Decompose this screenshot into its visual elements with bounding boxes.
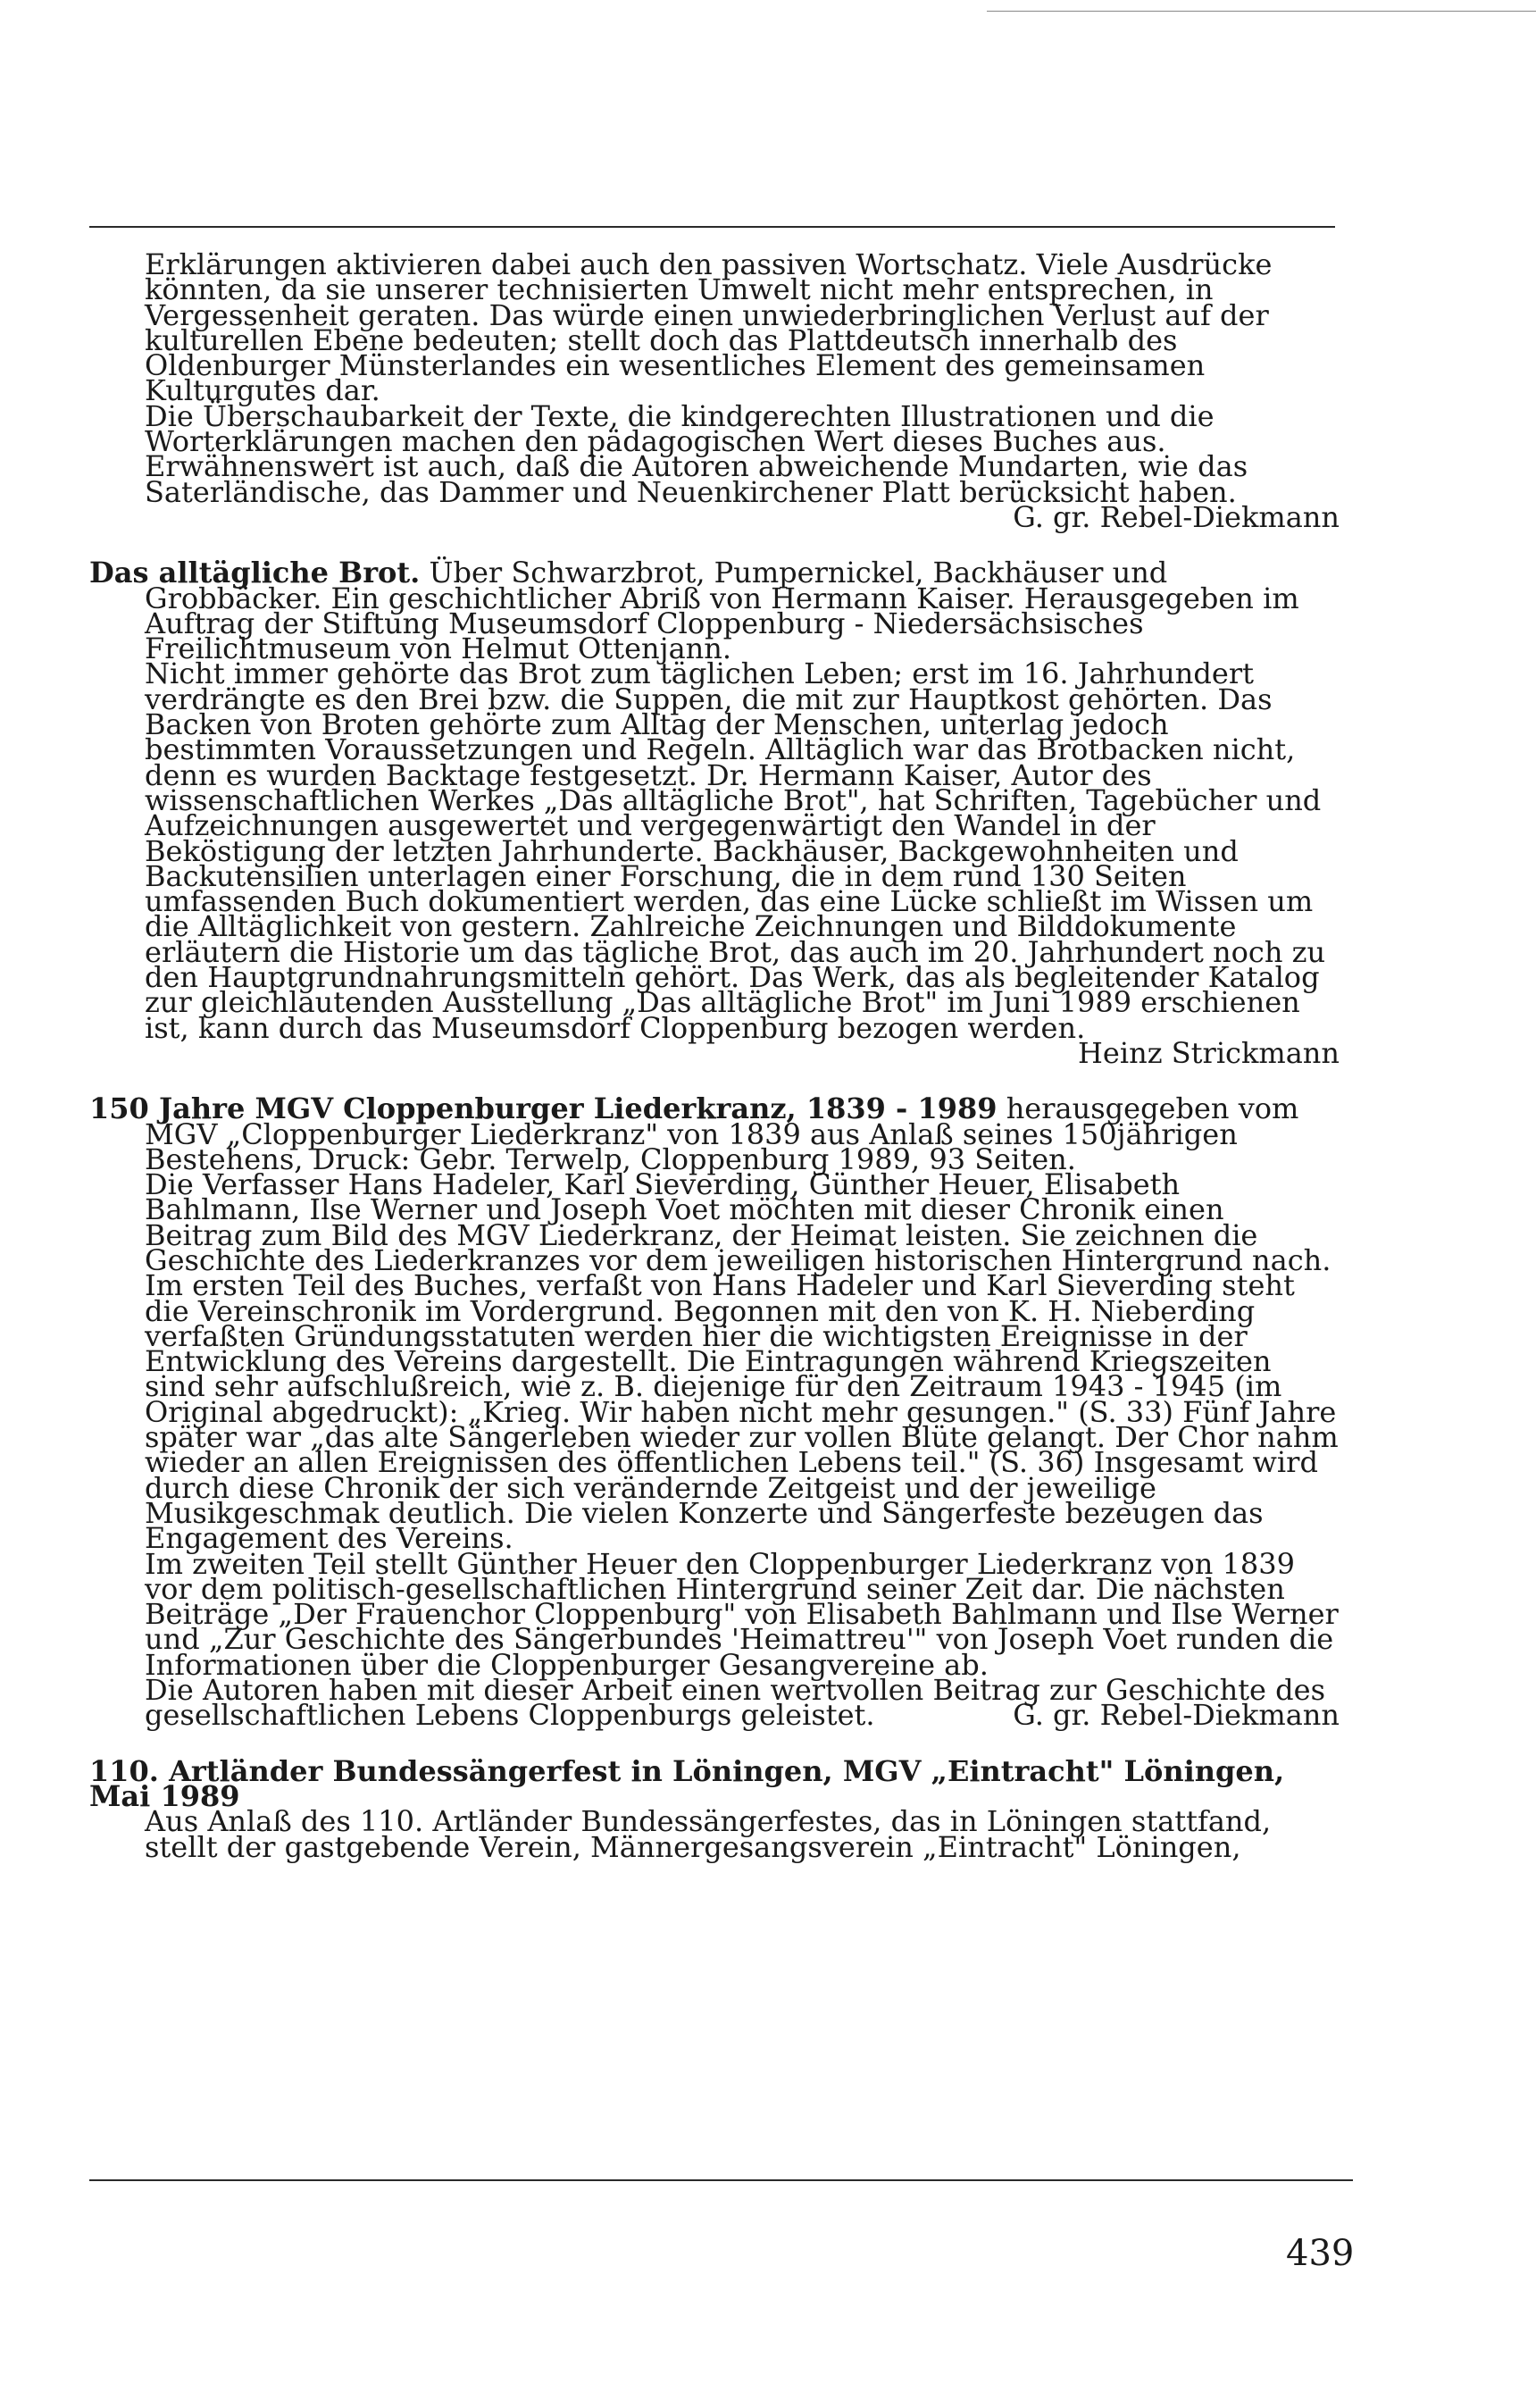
review2-heading: [89, 556, 1340, 666]
review3-signature: G. gr. Rebel-Diekmann: [1013, 1698, 1340, 1733]
review1-paragraph-2: Die Überschaubarkeit der Texte, die kindgerechten Illustrationen und die Worterklärungen machen den pädagogischen Wert dieses Buches aus. Erwähnenswert ist auch, daß die Autoren abweichende Mundarten, wie das Saterländische, das Dammer und Neuenkirchener Platt berücksicht haben.: [145, 398, 1248, 509]
review3-paragraph-3: [89, 1673, 1340, 1733]
review2-body-text: Nicht immer gehörte das Brot zum täglichen Leben; erst im 16. Jahrhundert verdrängte es den Brei bzw. die Suppen, die mit zur Hauptkost gehörten. Das Backen von Broten gehörte zum Alltag der Menschen, unterlag jedoch bestimmten Voraussetzungen und Regeln. Alltäglich war das Brotbacken nicht, denn es wurden Backtage festgesetzt. Dr. Hermann Kaiser, Autor des wissenschaftlichen Werkes „Das alltägliche Brot", hat Schriften, Tagebücher und Aufzeichnungen ausgewertet und vergegenwärtigt den Wandel in der Beköstigung der letzten Jahrhunderte. Backhäuser, Backgewohnheiten und Backutensilien unterlagen einer Forschung, die in dem rund 130 Seiten umfassenden Buch dokumentiert werden, das eine Lücke schließt im Wissen um die Alltäglichkeit von gestern. Zahlreiche Zeichnungen und Bilddokumente erläutern die Historie um das tägliche Brot, das auch im 20. Jahrhundert noch zu den Hauptgrundnahrungsmitteln gehört. Das Werk, das als begleitender Katalog zur gleichlautenden Ausstellung „Das alltägliche Brot" im Juni 1989 erschienen ist, kann durch das Museumsdorf Cloppenburg bezogen werden.: [145, 656, 1326, 1045]
page-number: 439: [1286, 2233, 1355, 2274]
page-content: [89, 247, 1340, 1864]
review3-paragraph-1: Die Verfasser Hans Hadeler, Karl Sieverding, Günther Heuer, Elisabeth Bahlmann, Ilse Werner und Joseph Voet möchten mit dieser Chronik einen Beitrag zum Bild des MGV Liederkranz, der Heimat leisten. Sie zeichnen die Geschichte des Liederkranzes vor dem jeweiligen historischen Hintergrund nach. Im ersten Teil des Buches, verfaßt von Hans Hadeler und Karl Sieverding steht die Vereinschronik im Vordergrund. Begonnen mit den von K. H. Nieberding verfaßten Gründungsstatuten werden hier die wichtigsten Ereignisse in der Entwicklung des Vereins dargestellt. Die Eintragungen während Kriegszeiten sind sehr aufschlußreich, wie z. B. diejenige für den Zeitraum 1943 - 1945 (im Original abgedruckt): „Krieg. Wir haben nicht mehr gesungen." (S. 33) Fünf Jahre später war „das alte Sängerleben wieder zur vollen Blüte gelangt. Der Chor nahm wieder an allen Ereignissen des öffentlichen Lebens teil." (S. 36) Insgesamt wird durch diese Chronik der sich verändernde Zeitgeist und der jeweilige Musikgeschmak deutlich. Die vielen Konzerte und Sängerfeste bezeugen das Engagement des Vereins.: [145, 1167, 1339, 1556]
review2-signature: Heinz Strickmann: [1078, 1035, 1340, 1070]
review3-head: herausgegeben vom MGV „Cloppenburger Liederkranz" von 1839 aus Anlaß seines 150jährigen Bestehens, Druck: Gebr. Terwelp, Cloppenburg 1989, 93 Seiten.: [145, 1091, 1299, 1176]
review2-head: Über Schwarzbrot, Pumpernickel, Backhäuser und Grobbäcker. Ein geschichtlicher Abriß von Hermann Kaiser. Herausgegeben im Auftrag der Stiftung Museumsdorf Cloppenburg - Niedersächsisches Freilichtmuseum von Helmut Ottenjann.: [145, 556, 1299, 666]
top-rule: [89, 226, 1335, 228]
review4-body: Aus Anlaß des 110. Artländer Bundessängerfestes, das in Löningen stattfand, stellt der gastgebende Verein, Männergesangsverein „Eintracht" Löningen,: [145, 1804, 1272, 1864]
review2-body: [89, 656, 1340, 1070]
review3-title: 150 Jahre MGV Cloppenburger Liederkranz, 1839 - 1989: [89, 1091, 998, 1126]
review3-heading: [89, 1091, 1340, 1176]
review1-paragraph-1: Erklärungen aktivieren dabei auch den passiven Wortschatz. Viele Ausdrücke könnten, da sie unserer technisierten Umwelt nicht mehr entsprechen, in Vergessenheit geraten. Das würde einen unwiederbringlichen Verlust auf der kulturellen Ebene bedeuten; stellt doch das Plattdeutsch innerhalb des Oldenburger Münsterlandes ein wesentliches Element des gemeinsamen Kulturgutes dar.: [145, 247, 1273, 408]
review4-title: 110. Artländer Bundessängerfest in Löningen, MGV „Eintracht" Löningen, Mai 1989: [89, 1753, 1285, 1813]
review1-signature: G. gr. Rebel-Diekmann: [1013, 499, 1340, 534]
review3-paragraph-2: Im zweiten Teil stellt Günther Heuer den Cloppenburger Liederkranz von 1839 vor dem politisch-gesellschaftlichen Hintergrund seiner Zeit dar. Die nächsten Beiträge „Der Frauenchor Cloppenburg" von Elisabeth Bahlmann und Ilse Werner und „Zur Geschichte des Sängerbundes 'Heimattreu'" von Joseph Voet runden die Informationen über die Cloppenburger Gesangvereine ab.: [145, 1546, 1339, 1682]
bottom-rule: [89, 2179, 1353, 2181]
top-corner-rule: [987, 11, 1536, 12]
review3-paragraph-3-text: Die Autoren haben mit dieser Arbeit einen wertvollen Beitrag zur Geschichte des gesellschaftlichen Lebens Cloppenburgs geleistet.: [145, 1673, 1325, 1733]
review2-title: Das alltägliche Brot.: [89, 556, 421, 590]
